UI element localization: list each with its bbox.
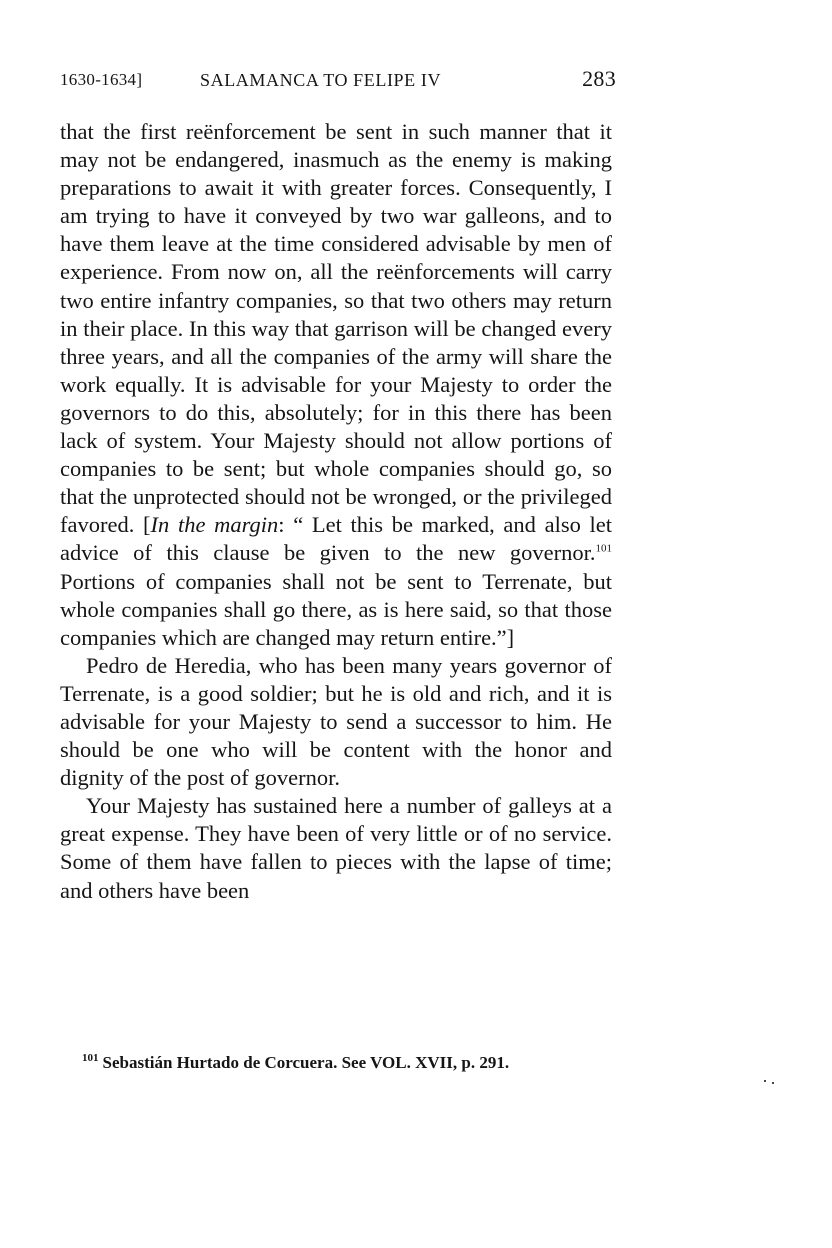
- paragraph-1-part-c: Portions of companies shall not be sent to Terrenate, but whole companies shall go there, as is here said, so that those companies which are changed may return entire.”]: [60, 568, 612, 650]
- footnote: [82, 1052, 642, 1074]
- margin-label: In the margin: [150, 512, 279, 538]
- print-speck: [764, 1080, 766, 1082]
- paragraph-1-part-a: that the first reënforcement be sent in such manner that it may not be endangered, inasmuch as the enemy is making preparations to await it with greater forces. Consequently, I am trying to have it conveyed by two war galleons, and to have them leave at the time considered advisable by men of experience. From now on, all the reënforcements will carry two entire infantry companies, so that two others may return in their place. In this way that garrison will be changed every three years, and all the companies of the army will share the work equally. It is advisable for your Majesty to order the governors to do this, absolutely; for in this there has been lack of system. Your Majesty should not allow portions of companies to be sent; but whole companies should go, so that the unprotected should not be wronged, or the privileged favored. [: [60, 119, 612, 538]
- running-head: [60, 68, 616, 96]
- footnote-reference: 101: [595, 542, 612, 555]
- running-head-years: 1630-1634]: [60, 70, 143, 89]
- footnote-mark: 101: [82, 1052, 99, 1065]
- running-head-title: SALAMANCA TO FELIPE IV: [200, 70, 442, 90]
- paragraph-1: [60, 118, 612, 652]
- print-speck: [772, 1082, 774, 1084]
- paragraph-3: Your Majesty has sustained here a number of galleys at a great expense. They have been of very little or of no service. Some of them have fallen to pieces with the lapse of time; and others have been: [60, 793, 612, 903]
- body-text: [60, 118, 612, 905]
- paragraph-1-part-b: : “ Let this be marked, and also let advice of this clause be given to the new governor.: [60, 512, 613, 566]
- paragraph-2: Pedro de Heredia, who has been many years governor of Terrenate, is a good soldier; but he is old and rich, and it is advisable for your Majesty to send a successor to him. He should be one who will be content with the honor and dignity of the post of governor.: [60, 652, 612, 791]
- footnote-text: Sebastián Hurtado de Corcuera. See VOL. XVII, p. 291.: [102, 1053, 510, 1072]
- page-number: 283: [582, 66, 616, 91]
